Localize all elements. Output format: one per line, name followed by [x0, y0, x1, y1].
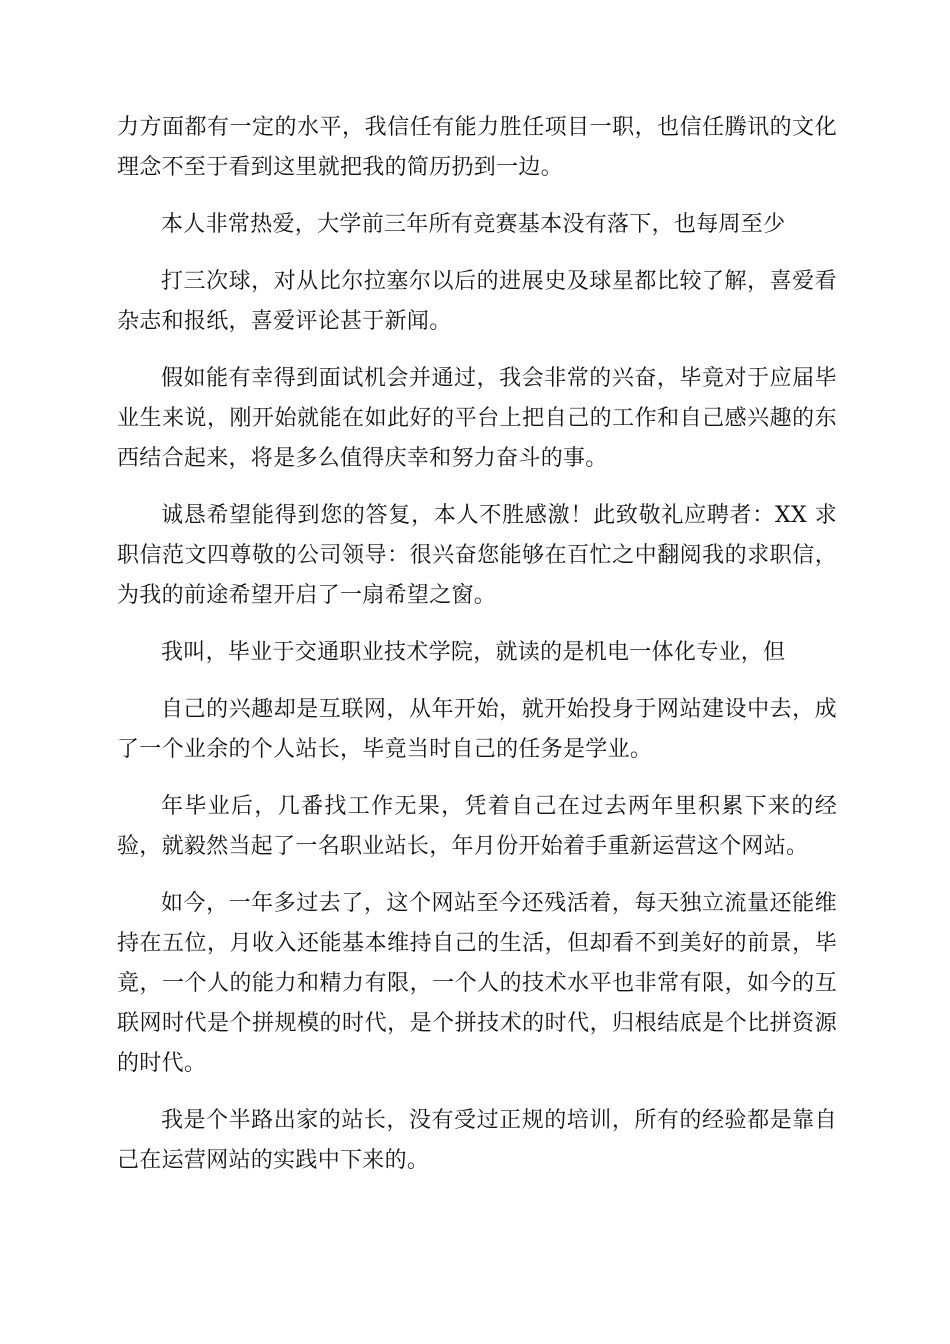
paragraph: 年毕业后，几番找工作无果，凭着自己在过去两年里积累下来的经验，就毅然当起了一名职业站长，年月份开始着手重新运营这个网站。: [117, 794, 837, 859]
paragraph: 自己的兴趣却是互联网，从年开始，就开始投身于网站建设中去，成了一个业余的个人站长，毕竟当时自己的任务是学业。: [117, 697, 837, 762]
paragraph: 本人非常热爱，大学前三年所有竞赛基本没有落下，也每周至少: [161, 212, 786, 237]
paragraph: 诚恳希望能得到您的答复，本人不胜感激！此致敬礼应聘者：XX 求职信范文四尊敬的公司领导：很兴奋您能够在百忙之中翻阅我的求职信，为我的前途希望开启了一扇希望之窗。: [117, 503, 837, 608]
paragraph: 我是个半路出家的站长，没有受过正规的培训，所有的经验都是靠自己在运营网站的实践中下来的。: [117, 1108, 837, 1173]
document-body: [117, 108, 837, 1198]
paragraph: 我叫，毕业于交通职业技术学院，就读的是机电一体化专业，但: [161, 640, 786, 665]
paragraph: 假如能有幸得到面试机会并通过，我会非常的兴奋，毕竟对于应届毕业生来说，刚开始就能在如此好的平台上把自己的工作和自己感兴趣的东西结合起来，将是多么值得庆幸和努力奋斗的事。: [117, 366, 837, 471]
paragraph: 打三次球，对从比尔拉塞尔以后的进展史及球星都比较了解，喜爱看杂志和报纸，喜爱评论甚于新闻。: [117, 269, 837, 334]
paragraph: 如今，一年多过去了，这个网站至今还残活着，每天独立流量还能维持在五位，月收入还能基本维持自己的生活，但却看不到美好的前景，毕竟，一个人的能力和精力有限，一个人的技术水平也非常有限，如今的互联网时代是个拼规模的时代，是个拼技术的时代，归根结底是个比拼资源的时代。: [117, 891, 837, 1076]
paragraph: 力方面都有一定的水平，我信任有能力胜任项目一职，也信任腾讯的文化理念不至于看到这里就把我的简历扔到一边。: [117, 115, 837, 180]
